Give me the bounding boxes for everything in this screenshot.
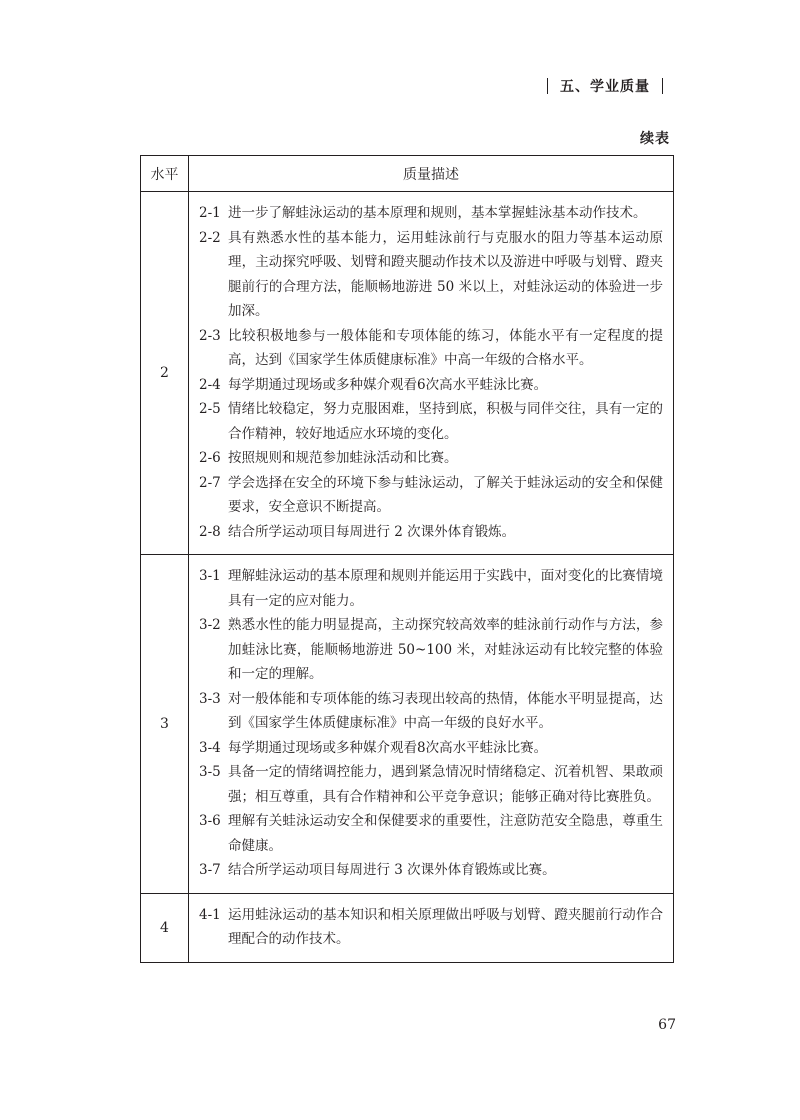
quality-item: [199, 760, 663, 809]
quality-item: [199, 324, 663, 373]
table-header-row: [141, 156, 674, 192]
item-code: 2-5: [199, 401, 221, 417]
item-code: 3-7: [199, 862, 221, 878]
item-text: 理解蛙泳运动的基本原理和规则并能运用于实践中，面对变化的比赛情境具有一定的应对能力。: [228, 568, 663, 609]
item-code: 3-3: [199, 690, 221, 707]
item-code: 2-7: [199, 474, 221, 491]
item-text: 进一步了解蛙泳运动的基本原理和规则，基本掌握蛙泳基本动作技术。: [228, 205, 647, 221]
quality-item: [199, 613, 663, 687]
table-row: [141, 893, 674, 962]
item-text: 每学期通过现场或多种媒介观看6次高水平蛙泳比赛。: [228, 376, 548, 393]
item-code: 4-1: [199, 906, 221, 923]
item-code: 2-8: [199, 523, 221, 540]
item-text: 具备一定的情绪调控能力，遇到紧急情况时情绪稳定、沉着机智、果敢顽强；相互尊重，具有合作精神和公平竞争意识；能够正确对待比赛胜负。: [228, 764, 663, 805]
item-code: 2-4: [199, 376, 221, 393]
header-level: 水平: [141, 156, 189, 192]
item-code: 2-6: [199, 450, 221, 466]
table-row: [141, 555, 674, 894]
header-divider-right: [662, 78, 663, 94]
item-text: 学会选择在安全的环境下参与蛙泳运动，了解关于蛙泳运动的安全和保健要求，安全意识不断提高。: [228, 474, 663, 515]
item-text: 结合所学运动项目每周进行 2 次课外体育锻炼。: [228, 523, 516, 540]
header-description: 质量描述: [189, 156, 674, 192]
item-text: 具有熟悉水性的基本能力，运用蛙泳前行与克服水的阻力等基本运动原理，主动探究呼吸、划臂和蹬夹腿动作技术以及游进中呼吸与划臂、蹬夹腿前行的合理方法，能顺畅地游进 50 米以上，对蛙泳运动的体验进一步加深。: [228, 229, 663, 319]
page-number: 67: [658, 1017, 676, 1033]
item-code: 3-1: [199, 568, 221, 584]
item-text: 理解有关蛙泳运动安全和保健要求的重要性，注意防范安全隐患，尊重生命健康。: [228, 813, 663, 854]
item-code: 3-4: [199, 739, 221, 756]
quality-item: [199, 373, 663, 398]
quality-item: [199, 397, 663, 446]
quality-item: [199, 201, 663, 226]
item-code: 2-3: [199, 327, 221, 344]
description-cell: [189, 555, 674, 894]
item-code: 3-2: [199, 617, 221, 633]
item-text: 按照规则和规范参加蛙泳活动和比赛。: [228, 450, 458, 466]
level-cell: 2: [141, 192, 189, 555]
quality-item: [199, 446, 663, 471]
running-header: [535, 76, 675, 96]
quality-item: [199, 226, 663, 324]
item-code: 2-2: [199, 229, 221, 246]
item-code: 3-6: [199, 813, 221, 829]
quality-item: [199, 687, 663, 736]
item-text: 结合所学运动项目每周进行 3 次课外体育锻炼或比赛。: [228, 862, 556, 878]
header-divider-left: [547, 78, 548, 94]
item-text: 对一般体能和专项体能的练习表现出较高的热情，体能水平明显提高，达到《国家学生体质健康标准》中高一年级的良好水平。: [228, 690, 663, 731]
item-text: 比较积极地参与一般体能和专项体能的练习，体能水平有一定程度的提高，达到《国家学生体质健康标准》中高一年级的合格水平。: [228, 327, 663, 368]
quality-item: [199, 520, 663, 545]
quality-item: [199, 471, 663, 520]
section-title: 五、学业质量: [560, 79, 650, 95]
item-text: 情绪比较稳定，努力克服困难，坚持到底，积极与同伴交往，具有一定的合作精神，较好地适应水环境的变化。: [228, 401, 663, 442]
quality-table: [140, 155, 674, 963]
quality-item: [199, 858, 663, 883]
description-cell: [189, 893, 674, 962]
quality-item: [199, 809, 663, 858]
item-text: 每学期通过现场或多种媒介观看8次高水平蛙泳比赛。: [228, 739, 548, 756]
item-text: 运用蛙泳运动的基本知识和相关原理做出呼吸与划臂、蹬夹腿前行动作合理配合的动作技术。: [228, 906, 663, 947]
table-caption: 续表: [640, 131, 670, 147]
level-cell: 3: [141, 555, 189, 894]
quality-item: [199, 564, 663, 613]
item-text: 熟悉水性的能力明显提高，主动探究较高效率的蛙泳前行动作与方法，参加蛙泳比赛，能顺畅地游进 50~100 米，对蛙泳运动有比较完整的体验和一定的理解。: [228, 617, 663, 682]
level-cell: 4: [141, 893, 189, 962]
table-body: [141, 192, 674, 963]
table-row: [141, 192, 674, 555]
quality-item: [199, 903, 663, 952]
quality-item: [199, 736, 663, 761]
item-code: 3-5: [199, 764, 221, 780]
description-cell: [189, 192, 674, 555]
item-code: 2-1: [199, 205, 221, 221]
